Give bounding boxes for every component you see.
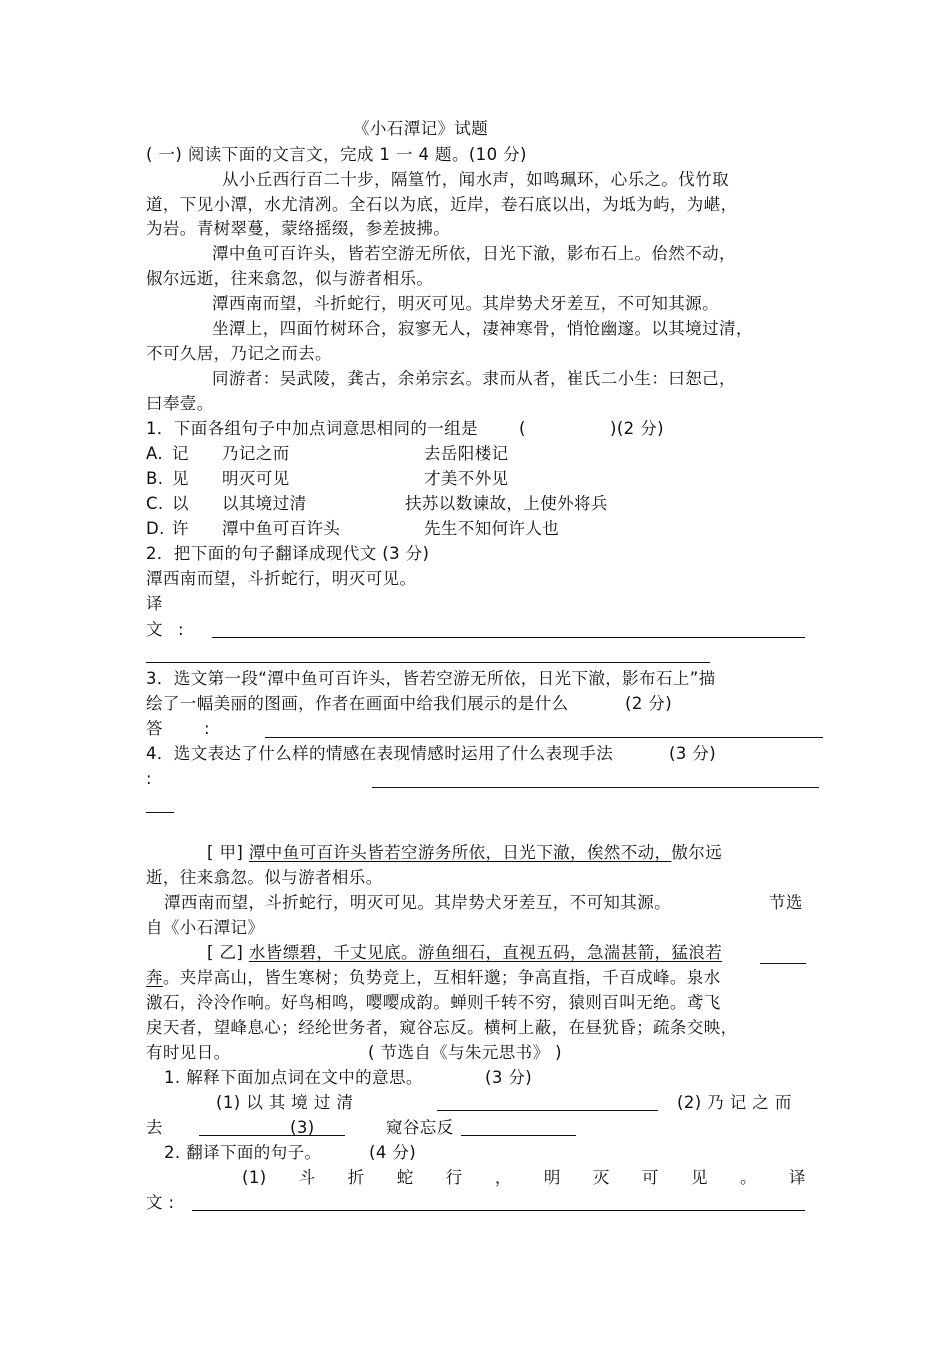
question-2-stem: 2．把下面的句子翻译成现代文 (3 分) bbox=[146, 544, 430, 563]
sentence-char: (1) bbox=[242, 1168, 267, 1187]
question-2-sentence: 潭西南而望，斗折蛇行，明灭可见。 bbox=[146, 569, 417, 588]
part2-question-1-score: (3 分) bbox=[485, 1068, 533, 1087]
sentence-char: 折 bbox=[347, 1168, 365, 1187]
passage-yi-line: 激石，泠泠作响。好鸟相鸣，嘤嘤成韵。蝉则千转不穷，猿则百叫无绝。鸢飞 bbox=[146, 993, 721, 1012]
passage-line: 道，下见小潭，水尤清冽。全石以为底，近岸，卷石底以出，为坻为屿，为嵁， bbox=[146, 195, 738, 214]
sentence-char: 明 bbox=[543, 1168, 561, 1187]
passage-line: 从小丘西行百二十步，隔篁竹，闻水声，如鸣珮环，心乐之。伐竹取 bbox=[222, 170, 729, 189]
question-3-line: 绘了一幅美丽的图画，作者在画面中给我们展示的是什么 bbox=[146, 694, 569, 713]
translation-colon: : bbox=[178, 620, 184, 639]
part2-question-2-stem: 2. 翻译下面的句子。 bbox=[164, 1143, 322, 1162]
answer-line[interactable] bbox=[372, 787, 819, 788]
answer-line[interactable] bbox=[461, 1135, 576, 1136]
passage-jia-source: 自《小石潭记》 bbox=[146, 918, 265, 937]
passage-jia-line: 逝，往来翕忽。似与游者相乐。 bbox=[146, 868, 383, 887]
sentence-char: 灭 bbox=[592, 1168, 610, 1187]
answer-line[interactable] bbox=[146, 812, 174, 813]
passage-jia-line: 潭西南而望，斗折蛇行，明灭可见。其岸势犬牙差互，不可知其源。 bbox=[164, 893, 671, 912]
passage-line: 同游者：吴武陵，龚古，余弟宗玄。隶而从者，崔氏二小生：曰恕己， bbox=[212, 369, 736, 388]
passage-line: 坐潭上，四面竹树环合，寂寥无人，凄神寒骨，悄怆幽邃。以其境过清， bbox=[212, 319, 753, 338]
question-1-paren: ( bbox=[519, 419, 526, 438]
question-3-score: (2 分) bbox=[625, 694, 673, 713]
option-letter: A. bbox=[146, 444, 164, 463]
sentence-char: 斗 bbox=[298, 1168, 316, 1187]
passage-yi-line bbox=[146, 967, 721, 989]
translation-label-2: 文 bbox=[146, 620, 163, 639]
part2-question-2-score: (4 分) bbox=[369, 1143, 417, 1162]
option-sentence-b: 扶苏以数谏故，上使外将兵 bbox=[405, 494, 608, 513]
sentence-char: 见 bbox=[690, 1168, 708, 1187]
answer-line[interactable] bbox=[437, 1110, 658, 1111]
passage-line: 不可久居，乃记之而去。 bbox=[146, 344, 332, 363]
option-word: 记 bbox=[172, 444, 189, 463]
option-letter: B. bbox=[146, 469, 164, 488]
passage-yi-text: 。夹岸高山，皆生寒树；负势竞上，互相轩邈；争高直指，千百成峰。泉水 bbox=[162, 968, 721, 987]
answer-line[interactable] bbox=[265, 737, 823, 738]
translation-label-1: 译 bbox=[146, 594, 163, 613]
passage-yi-line bbox=[207, 942, 722, 964]
option-word: 许 bbox=[172, 519, 189, 538]
option-sentence-a: 以其境过清 bbox=[222, 494, 307, 513]
question-4-score: (3 分) bbox=[669, 744, 717, 763]
option-word: 见 bbox=[172, 469, 189, 488]
sentence-char: 可 bbox=[641, 1168, 659, 1187]
translation-sentence bbox=[242, 1167, 806, 1189]
passage-line: 曰奉壹。 bbox=[146, 394, 214, 413]
sentence-char: 蛇 bbox=[396, 1168, 414, 1187]
answer-line[interactable] bbox=[212, 637, 805, 638]
part2-question-1-stem: 1. 解释下面加点词在文中的意思。 bbox=[164, 1068, 423, 1087]
answer-line[interactable] bbox=[146, 662, 710, 663]
passage-yi-underlined-end: 奔 bbox=[146, 968, 163, 987]
option-sentence-a: 潭中鱼可百许头 bbox=[222, 519, 341, 538]
option-sentence-b: 先生不知何许人也 bbox=[424, 519, 560, 538]
part1-heading: ( 一) 阅读下面的文言文，完成 1 一 4 题。(10 分) bbox=[146, 145, 527, 164]
underline-extension bbox=[760, 963, 806, 964]
answer-label: 答 bbox=[146, 719, 163, 738]
passage-yi-source: ( 节选自《与朱元思书》 ) bbox=[368, 1043, 562, 1062]
option-sentence-b: 去岳阳楼记 bbox=[424, 444, 509, 463]
option-letter: C. bbox=[146, 494, 164, 513]
vocab-item-3: (3) bbox=[290, 1118, 315, 1137]
passage-line: 潭中鱼可百许头，皆若空游无所依，日光下澈，影布石上。佁然不动， bbox=[212, 244, 736, 263]
passage-jia-underlined: 潭中鱼可百许头皆若空游务所依，日光下澈，俟然不动， bbox=[248, 843, 672, 862]
option-sentence-b: 才美不外见 bbox=[424, 469, 509, 488]
vocab-item-2: (2) 乃 记 之 而 bbox=[677, 1093, 792, 1112]
passage-jia-rest: 傲尔远 bbox=[671, 843, 723, 862]
page-title: 《小石潭记》试题 bbox=[353, 119, 489, 138]
sentence-char: ， bbox=[494, 1168, 512, 1187]
answer-colon: : bbox=[204, 719, 210, 738]
question-3-line: 3．选文第一段“潭中鱼可百许头，皆若空游无所依，日光下澈，影布石上”描 bbox=[146, 669, 716, 688]
passage-line: 为岩。青树翠蔓，蒙络摇缀，参差披拂。 bbox=[146, 219, 451, 238]
passage-line: 俶尔远逝，往来翕忽，似与游者相乐。 bbox=[146, 269, 434, 288]
question-1-score: )(2 分) bbox=[610, 419, 664, 438]
passage-line: 潭西南而望，斗折蛇行，明灭可见。其岸势犬牙差互，不可知其源。 bbox=[212, 294, 719, 313]
option-sentence-a: 乃记之而 bbox=[222, 444, 290, 463]
answer-line[interactable] bbox=[192, 1210, 805, 1211]
sentence-char: 译 bbox=[789, 1168, 806, 1187]
passage-jia-line bbox=[207, 842, 722, 864]
vocab-item-1: (1) 以 其 境 过 清 bbox=[216, 1093, 354, 1112]
passage-yi-line: 有时见日。 bbox=[146, 1043, 231, 1062]
sentence-char: 行 bbox=[445, 1168, 463, 1187]
passage-yi-line: 戾天者，望峰息心；经纶世务者，窥谷忘反。横柯上蔽，在昼犹昏；疏条交映， bbox=[146, 1018, 738, 1037]
passage-jia-label: [ 甲] bbox=[207, 843, 244, 862]
option-word: 以 bbox=[172, 494, 189, 513]
sentence-char: 。 bbox=[739, 1168, 757, 1187]
answer-line[interactable] bbox=[199, 1135, 345, 1136]
option-letter: D. bbox=[146, 519, 165, 538]
passage-jia-source: 节选 bbox=[769, 893, 803, 912]
question-1-stem: 1．下面各组句子中加点词意思相同的一组是 bbox=[146, 419, 478, 438]
answer-colon: : bbox=[146, 769, 152, 788]
vocab-item-4: 窥谷忘反 bbox=[386, 1118, 454, 1137]
passage-yi-underlined: 水皆缥碧，千丈见底。游鱼细石，直视五码，急湍甚箭，猛浪若 bbox=[248, 943, 723, 962]
vocab-item-2-end: 去 bbox=[146, 1118, 163, 1137]
translation-label: 文 : bbox=[146, 1193, 175, 1212]
question-4-stem: 4．选文表达了什么样的情感在表现情感时运用了什么表现手法 bbox=[146, 744, 614, 763]
passage-yi-label: [ 乙] bbox=[207, 943, 244, 962]
option-sentence-a: 明灭可见 bbox=[222, 469, 290, 488]
